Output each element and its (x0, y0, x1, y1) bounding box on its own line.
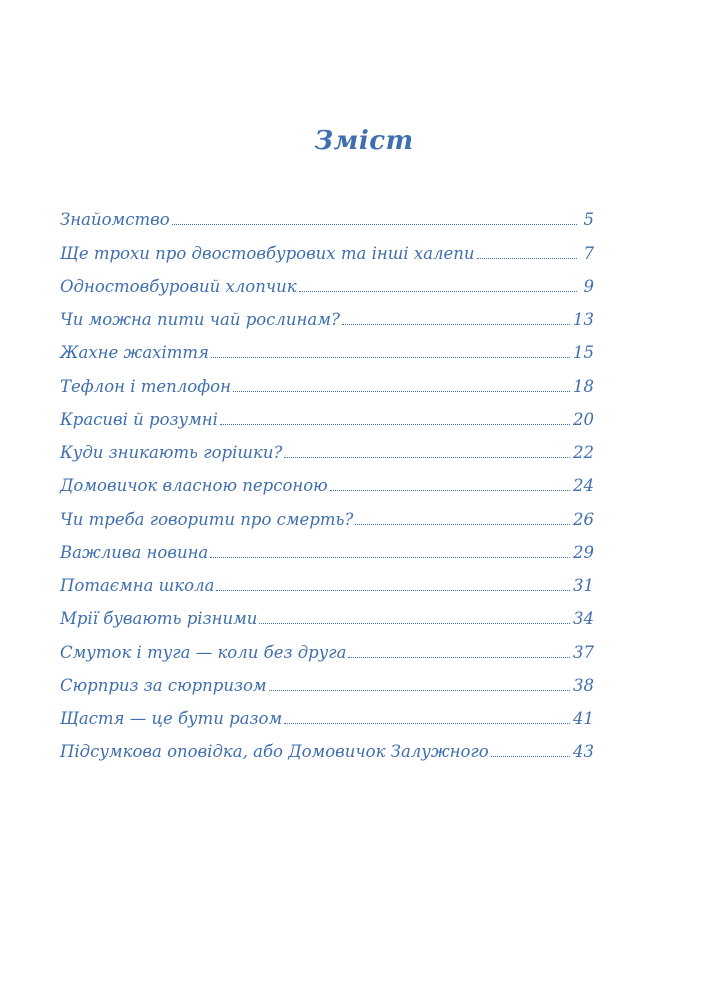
toc-entry-title: Важлива новина (60, 542, 209, 562)
toc-entry-page: 15 (573, 343, 594, 363)
toc-entry (60, 300, 594, 333)
toc-entry (60, 732, 594, 765)
toc-leader-dots (348, 657, 570, 658)
toc-entry-title: Домовичок власною персоною (60, 476, 328, 496)
toc-entry-page: 9 (583, 276, 594, 296)
toc-entry-page: 22 (573, 443, 594, 462)
toc-entry (60, 499, 594, 532)
toc-entry (60, 366, 594, 399)
toc-entry-title: Чи можна пити чай рослинам? (60, 310, 340, 329)
toc-leader-dots (330, 490, 570, 491)
toc-entry (60, 333, 594, 366)
toc-entry (60, 233, 594, 266)
toc-entry-title: Мрії бувають різними (60, 609, 258, 629)
toc-entry (60, 533, 594, 566)
toc-entry-page: 5 (583, 210, 594, 230)
toc-entry-page: 31 (573, 576, 594, 595)
toc-leader-dots (284, 457, 570, 458)
toc-entry (60, 267, 594, 300)
toc-entry (60, 599, 594, 632)
toc-entry-title: Куди зникають горішки? (60, 443, 283, 462)
toc-entry-page: 43 (573, 742, 594, 762)
toc-entry (60, 566, 594, 599)
toc-entry (60, 632, 594, 665)
toc-leader-dots (220, 424, 570, 425)
toc-entry-page: 20 (573, 409, 594, 429)
toc-entry-title: Сюрприз за сюрпризом (60, 675, 267, 695)
toc-entry-page: 13 (573, 310, 594, 329)
toc-leader-dots (216, 590, 570, 591)
toc-entry-page: 29 (573, 542, 594, 562)
page-title: Зміст (314, 126, 414, 156)
toc-leader-dots (342, 324, 570, 325)
toc-leader-dots (172, 224, 577, 225)
toc-entry-title: Одностовбуровий хлопчик (60, 276, 297, 296)
toc-leader-dots (269, 690, 570, 691)
toc-leader-dots (491, 756, 570, 757)
table-of-contents (60, 200, 594, 765)
toc-entry-title: Красиві й розумні (60, 409, 218, 429)
toc-entry (60, 666, 594, 699)
toc-leader-dots (355, 524, 570, 525)
toc-entry-page: 24 (573, 476, 594, 496)
toc-entry (60, 466, 594, 499)
toc-entry-page: 37 (573, 642, 594, 662)
toc-leader-dots (477, 258, 577, 259)
toc-entry-title: Чи треба говорити про смерть? (60, 509, 354, 529)
toc-entry (60, 400, 594, 433)
toc-entry-page: 7 (583, 243, 594, 263)
toc-entry-title: Ще трохи про двостовбурових та інші халепи (60, 243, 475, 263)
toc-entry-page: 41 (573, 709, 594, 728)
toc-leader-dots (210, 557, 570, 558)
toc-entry-title: Смуток і туга — коли без друга (60, 642, 347, 662)
toc-entry-page: 18 (573, 376, 594, 396)
toc-entry-page: 38 (573, 675, 594, 695)
toc-entry-title: Підсумкова оповідка, або Домовичок Залужного (60, 742, 489, 762)
toc-entry-page: 34 (573, 609, 594, 629)
toc-entry-title: Щастя — це бути разом (60, 709, 283, 728)
toc-entry-title: Тефлон і теплофон (60, 376, 231, 396)
toc-leader-dots (259, 623, 570, 624)
toc-entry-title: Потаємна школа (60, 576, 215, 595)
toc-entry-page: 26 (573, 509, 594, 529)
toc-leader-dots (284, 723, 570, 724)
toc-entry (60, 699, 594, 732)
toc-leader-dots (299, 291, 577, 292)
toc-entry (60, 200, 594, 233)
toc-entry-title: Жахне жахіття (60, 343, 209, 363)
toc-entry-title: Знайомство (60, 210, 170, 230)
toc-leader-dots (233, 391, 570, 392)
toc-leader-dots (211, 357, 570, 358)
toc-entry (60, 433, 594, 466)
